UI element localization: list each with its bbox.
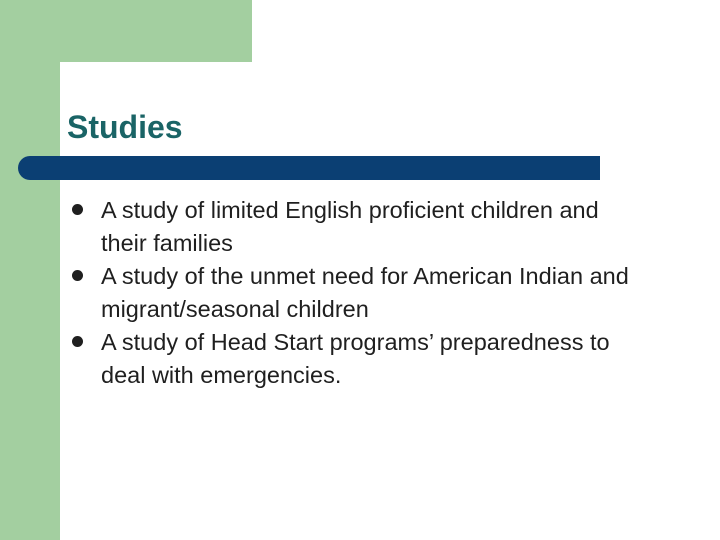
bullet-dot-icon (72, 270, 83, 281)
bullet-dot-icon (72, 336, 83, 347)
content-corner (60, 62, 100, 102)
slide-title: Studies (67, 109, 183, 145)
bullet-item (70, 260, 630, 326)
bullet-dot-icon (72, 204, 83, 215)
bullet-text: A study of limited English proficient children and their families (101, 197, 599, 256)
bullet-item (70, 194, 630, 260)
bullet-list (70, 194, 630, 392)
accent-bar-top (0, 0, 252, 62)
accent-bar-left (0, 0, 60, 540)
bullet-text: A study of Head Start programs’ preparedness to deal with emergencies. (101, 329, 610, 388)
bullet-item (70, 326, 630, 392)
bullet-text: A study of the unmet need for American Indian and migrant/seasonal children (101, 263, 629, 322)
title-underline-bar (18, 156, 600, 180)
